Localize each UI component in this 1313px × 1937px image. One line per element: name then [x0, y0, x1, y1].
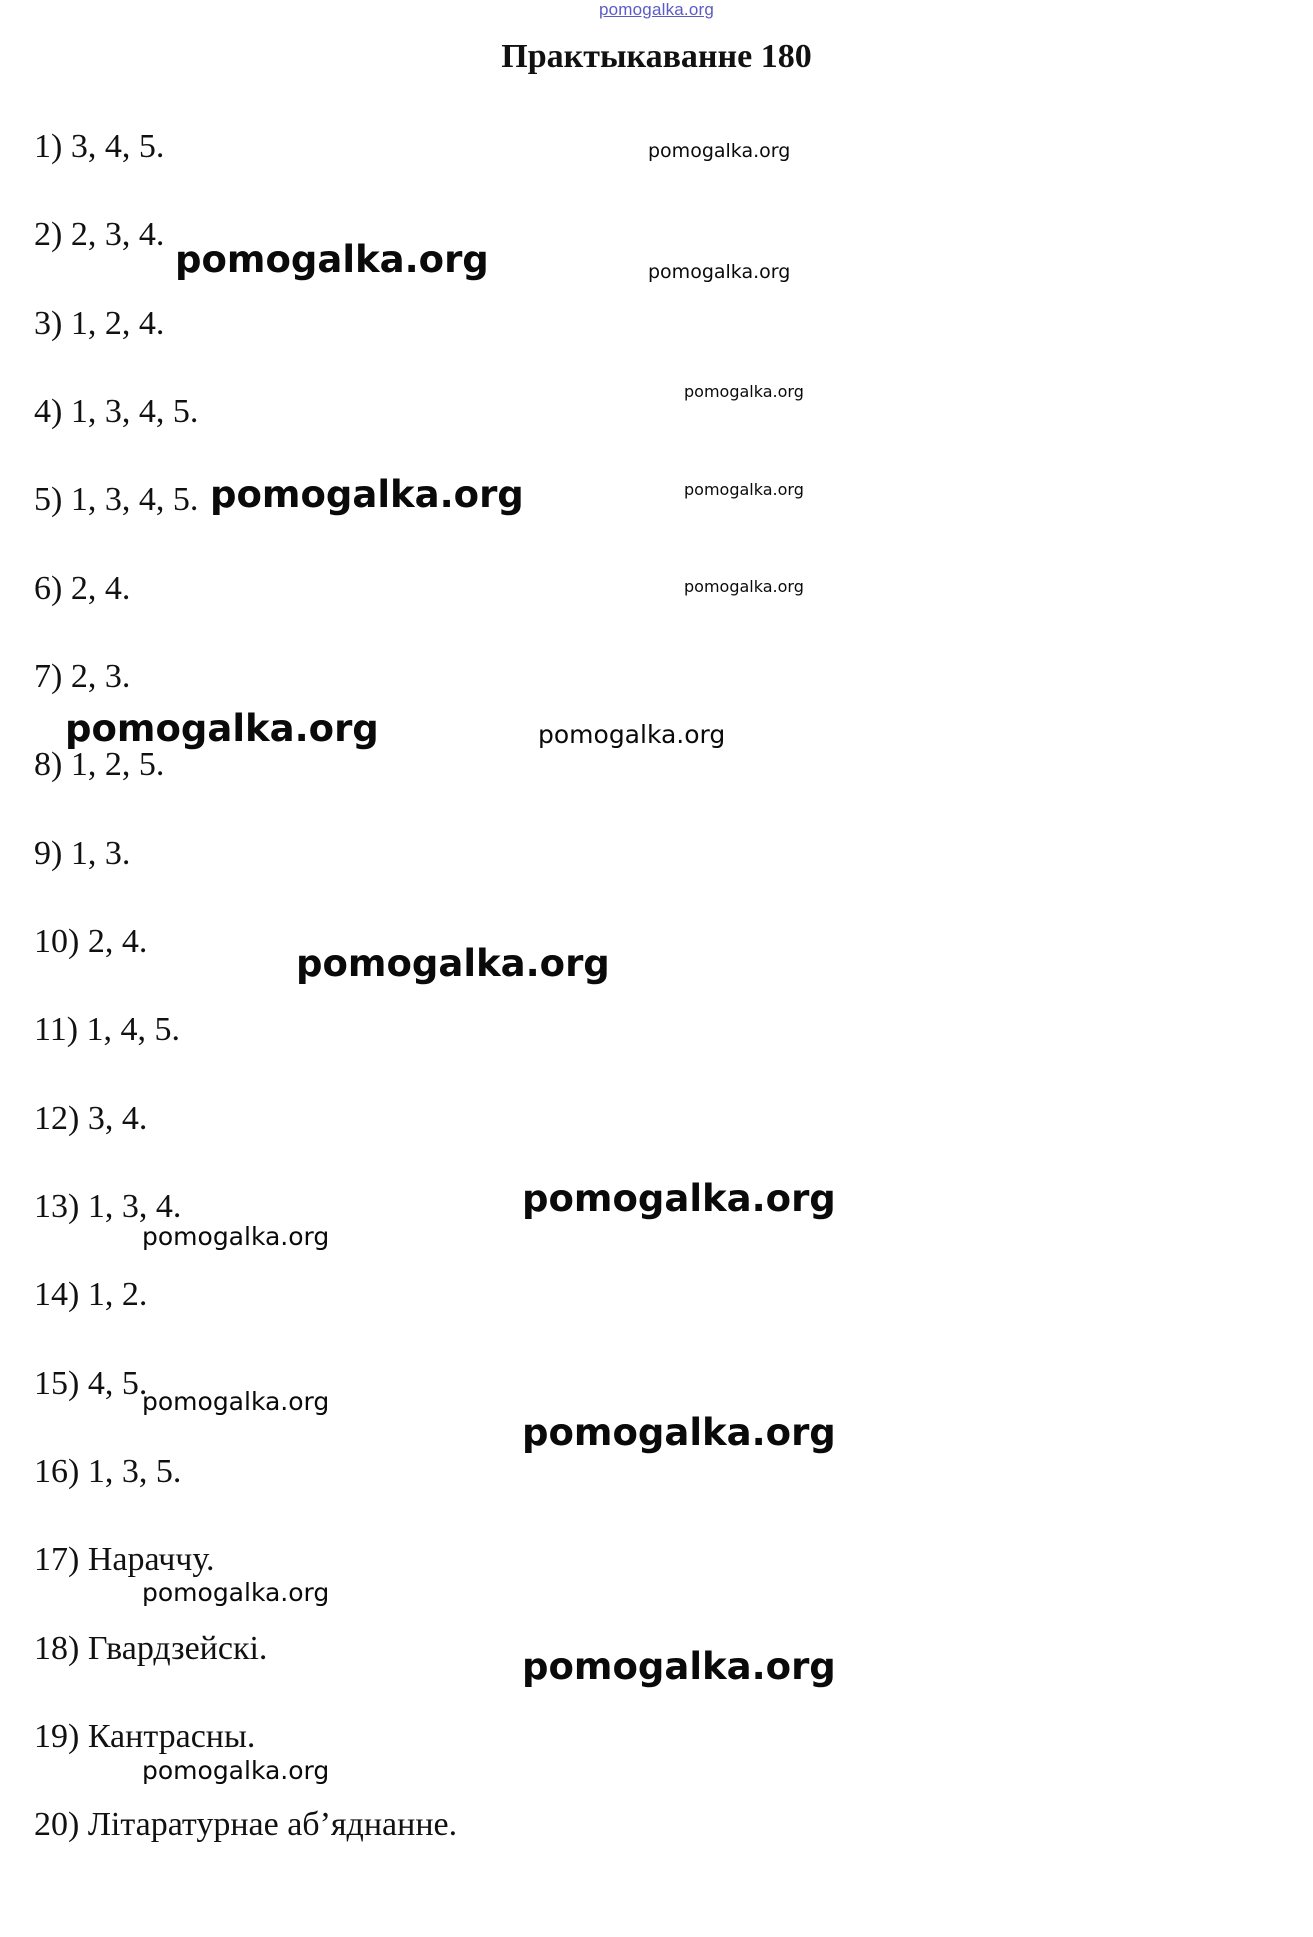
watermark: pomogalka.org: [142, 1578, 330, 1607]
answer-item: 15) 4, 5.: [34, 1365, 148, 1402]
answer-item: 2) 2, 3, 4.: [34, 216, 165, 253]
answer-item: 16) 1, 3, 5.: [34, 1453, 182, 1490]
watermark: pomogalka.org: [142, 1222, 330, 1251]
answer-item: 11) 1, 4, 5.: [34, 1011, 181, 1048]
watermark: pomogalka.org: [684, 577, 804, 596]
answer-item: 14) 1, 2.: [34, 1276, 148, 1313]
watermark: pomogalka.org: [210, 473, 524, 516]
answer-item: 5) 1, 3, 4, 5.: [34, 481, 199, 518]
watermark: pomogalka.org: [142, 1387, 330, 1416]
watermark: pomogalka.org: [648, 140, 791, 162]
answer-item: 17) Нараччу.: [34, 1541, 215, 1578]
page-title: Практыкаванне 180: [501, 38, 812, 75]
watermark: pomogalka.org: [684, 382, 804, 401]
answer-item: 18) Гвардзейскі.: [34, 1630, 268, 1667]
watermark: pomogalka.org: [538, 720, 726, 749]
answer-item: 3) 1, 2, 4.: [34, 305, 165, 342]
answer-item: 6) 2, 4.: [34, 570, 131, 607]
answer-item: 7) 2, 3.: [34, 658, 131, 695]
watermark: pomogalka.org: [296, 942, 610, 985]
watermark: pomogalka.org: [522, 1411, 836, 1454]
answer-item: 4) 1, 3, 4, 5.: [34, 393, 199, 430]
watermark: pomogalka.org: [175, 238, 489, 281]
answer-item: 20) Літаратурнае аб’яднанне.: [34, 1806, 458, 1843]
source-link[interactable]: pomogalka.org: [598, 0, 715, 19]
watermark: pomogalka.org: [684, 480, 804, 499]
watermark: pomogalka.org: [65, 707, 379, 750]
answer-item: 19) Кантрасны.: [34, 1718, 256, 1755]
watermark: pomogalka.org: [522, 1645, 836, 1688]
watermark: pomogalka.org: [522, 1177, 836, 1220]
answer-item: 9) 1, 3.: [34, 835, 131, 872]
answer-item: 13) 1, 3, 4.: [34, 1188, 182, 1225]
watermark: pomogalka.org: [142, 1756, 330, 1785]
answer-item: 8) 1, 2, 5.: [34, 746, 165, 783]
answer-item: 1) 3, 4, 5.: [34, 128, 165, 165]
watermark: pomogalka.org: [648, 261, 791, 283]
answer-item: 10) 2, 4.: [34, 923, 148, 960]
answer-item: 12) 3, 4.: [34, 1100, 148, 1137]
